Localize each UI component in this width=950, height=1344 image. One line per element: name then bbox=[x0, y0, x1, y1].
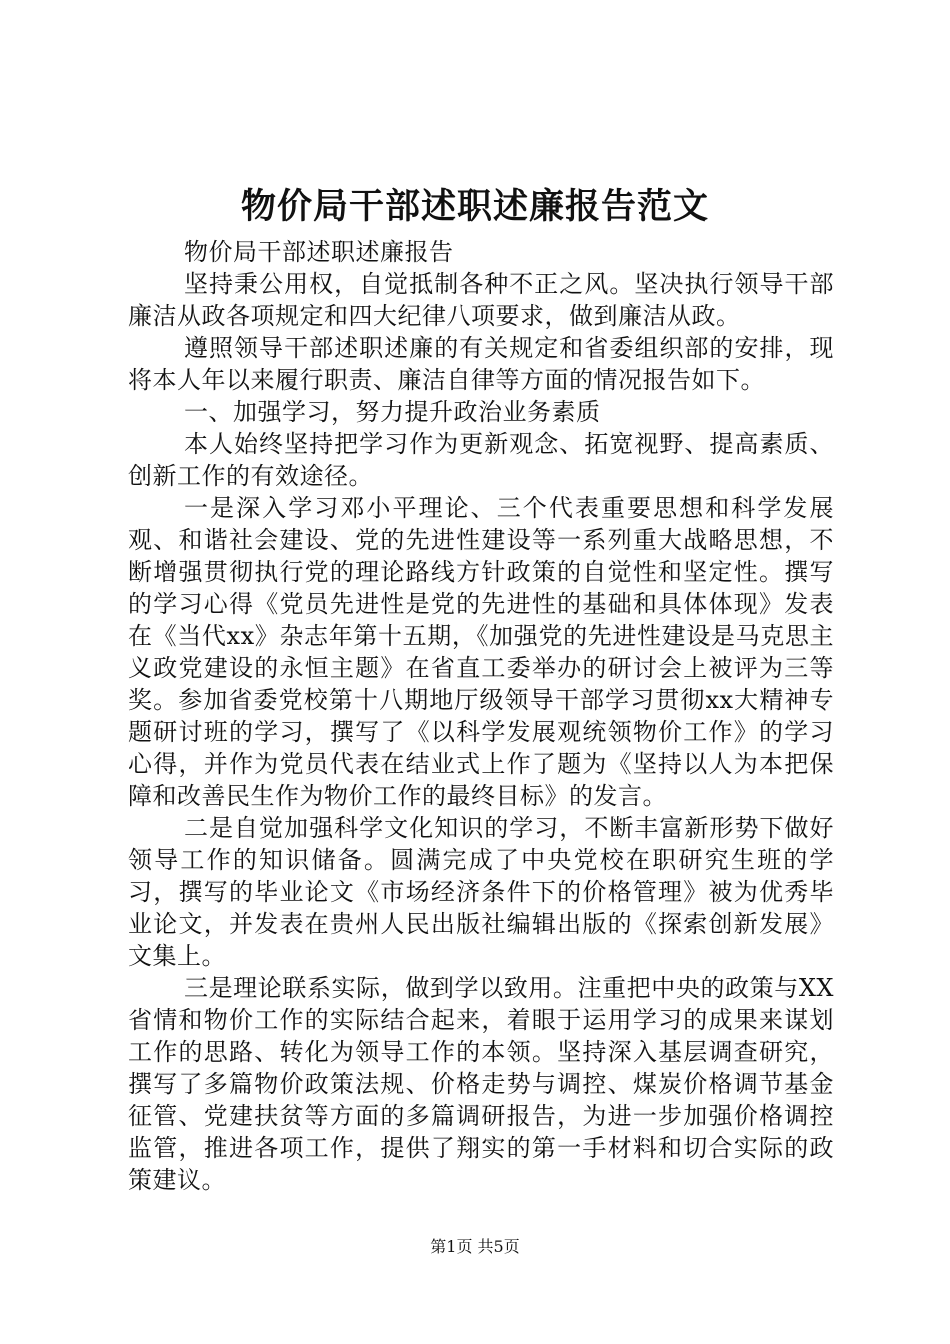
paragraph: 坚持秉公用权，自觉抵制各种不正之风。坚决执行领导干部廉洁从政各项规定和四大纪律八项要求，做到廉洁从政。 bbox=[128, 270, 834, 330]
paragraph: 本人始终坚持把学习作为更新观念、拓宽视野、提高素质、创新工作的有效途径。 bbox=[128, 430, 834, 490]
paragraph: 一是深入学习邓小平理论、三个代表重要思想和科学发展观、和谐社会建设、党的先进性建设等一系列重大战略思想，不断增强贯彻执行党的理论路线方针政策的自觉性和坚定性。撰写的学习心得《党员先进性是党的先进性的基础和具体体现》发表在《当代xx》杂志年第十五期，《加强党的先进性建设是马克思主义政党建设的永恒主题》在省直工委举办的研讨会上被评为三等奖。参加省委党校第十八期地厅级领导干部学习贯彻xx大精神专题研讨班的学习，撰写了《以科学发展观统领物价工作》的学习心得，并作为党员代表在结业式上作了题为《坚持以人为本把保障和改善民生作为物价工作的最终目标》的发言。 bbox=[128, 494, 834, 810]
paragraph: 三是理论联系实际，做到学以致用。注重把中央的政策与XX省情和物价工作的实际结合起来，着眼于运用学习的成果来谋划工作的思路、转化为领导工作的本领。坚持深入基层调查研究，撰写了多篇物价政策法规、价格走势与调控、煤炭价格调节基金征管、党建扶贫等方面的多篇调研报告，为进一步加强价格调控监管，推进各项工作，提供了翔实的第一手材料和切合实际的政策建议。 bbox=[128, 974, 834, 1194]
document-title: 物价局干部述职述廉报告范文 bbox=[240, 186, 709, 227]
paragraph-subtitle: 物价局干部述职述廉报告 bbox=[184, 238, 454, 266]
page-footer: 第1页 共5页 bbox=[430, 1237, 520, 1256]
section-heading: 一、加强学习，努力提升政治业务素质 bbox=[184, 398, 601, 426]
document-body bbox=[128, 236, 834, 1196]
paragraph: 遵照领导干部述职述廉的有关规定和省委组织部的安排，现将本人年以来履行职责、廉洁自律等方面的情况报告如下。 bbox=[128, 334, 834, 394]
paragraph: 二是自觉加强科学文化知识的学习，不断丰富新形势下做好领导工作的知识储备。圆满完成了中央党校在职研究生班的学习，撰写的毕业论文《市场经济条件下的价格管理》被为优秀毕业论文，并发表在贵州人民出版社编辑出版的《探索创新发展》文集上。 bbox=[128, 814, 834, 970]
